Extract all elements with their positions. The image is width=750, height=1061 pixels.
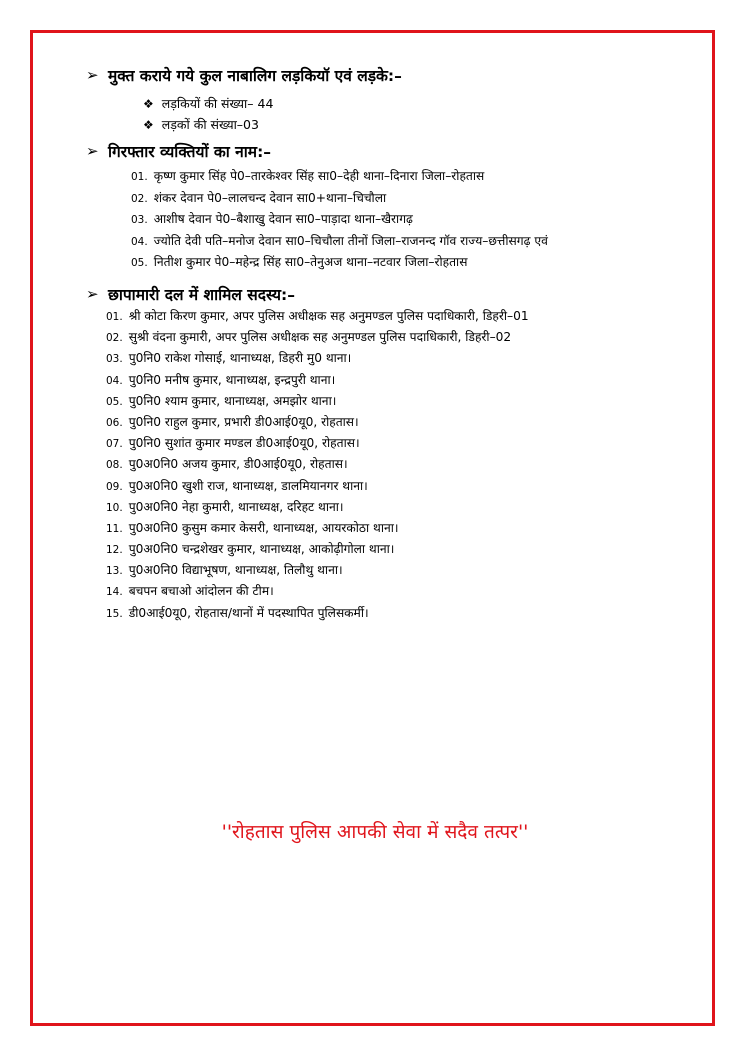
list-item	[106, 560, 529, 581]
item-number: 05.	[106, 395, 123, 408]
diamond-bullet-icon: ❖	[143, 96, 154, 111]
item-text: पु0अ0नि0 चन्द्रशेखर कुमार, थानाध्यक्ष, आकोढ़ीगोला थाना।	[128, 542, 395, 557]
item-text: पु0अ0नि0 नेहा कुमारी, थानाध्यक्ष, दरिहट थाना।	[128, 499, 344, 514]
list-item-text: लड़कों की संख्या–03	[161, 117, 259, 132]
list-item	[106, 539, 529, 560]
item-number: 03.	[106, 353, 123, 366]
section-heading-text: छापामारी दल में शामिल सदस्य:–	[108, 286, 295, 304]
list-item	[131, 166, 548, 188]
item-text: पु0अ0नि0 विद्याभूषण, थानाध्यक्ष, तिलौथु थाना।	[128, 563, 343, 578]
item-text: पु0नि0 राहुल कुमार, प्रभारी डी0आई0यू0, रोहतास।	[128, 414, 359, 429]
item-text: सुश्री वंदना कुमारी, अपर पुलिस अधीक्षक सह अनुमण्डल पुलिस पदाधिकारी, डिहरी–02	[128, 330, 512, 345]
item-number: 01.	[131, 171, 148, 183]
list-item	[131, 231, 548, 253]
item-text: पु0नि0 सुशांत कुमार मण्डल डी0आई0यू0, रोहतास।	[128, 436, 360, 451]
item-number: 04.	[131, 235, 148, 248]
item-number: 02.	[106, 332, 123, 345]
section-heading-rescued	[86, 64, 402, 86]
item-number: 01.	[106, 311, 123, 323]
item-number: 02.	[131, 192, 148, 205]
list-item-text: लड़कियों की संख्या– 44	[161, 96, 274, 111]
item-text: पु0अ0नि0 अजय कुमार, डी0आई0यू0, रोहतास।	[128, 457, 348, 472]
item-number: 06.	[106, 416, 123, 429]
list-item	[106, 306, 529, 327]
list-item	[106, 327, 529, 348]
item-number: 05.	[131, 257, 148, 269]
item-number: 08.	[106, 459, 123, 472]
item-text: बचपन बचाओ आंदोलन की टीम।	[128, 584, 274, 599]
item-number: 07.	[106, 438, 123, 451]
list-item-boys-count	[143, 116, 259, 133]
arrow-bullet-icon: ➢	[86, 66, 99, 84]
item-number: 13.	[106, 565, 123, 578]
section-heading-text: गिरफ्तार व्यक्तियों का नाम:–	[108, 143, 272, 161]
item-number: 09.	[106, 480, 123, 493]
list-item	[106, 476, 529, 497]
arrested-list	[131, 166, 548, 274]
item-text: आशीष देवान पे0–बैशाखु देवान सा0–पाड़ादा थाना–खैरागढ़	[153, 212, 413, 226]
section-heading-arrested	[86, 140, 271, 162]
list-item	[106, 391, 529, 412]
section-heading-raid-team	[86, 283, 295, 305]
list-item	[106, 518, 529, 539]
raid-team-list	[106, 306, 529, 624]
list-item	[106, 603, 529, 624]
item-number: 14.	[106, 586, 123, 599]
list-item	[106, 348, 529, 369]
list-item	[106, 497, 529, 518]
item-text: पु0नि0 श्याम कुमार, थानाध्यक्ष, अमझोर थाना।	[128, 393, 337, 408]
arrow-bullet-icon: ➢	[86, 285, 99, 303]
list-item-girls-count	[143, 95, 273, 112]
list-item	[106, 454, 529, 475]
list-item	[106, 412, 529, 433]
item-number: 15.	[106, 607, 123, 620]
item-number: 12.	[106, 544, 123, 557]
list-item	[106, 433, 529, 454]
item-text: श्री कोटा किरण कुमार, अपर पुलिस अधीक्षक सह अनुमण्डल पुलिस पदाधिकारी, डिहरी–01	[128, 309, 529, 323]
diamond-bullet-icon: ❖	[143, 117, 154, 132]
item-text: नितीश कुमार पे0–महेन्द्र सिंह सा0–तेनुअज थाना–नटवार जिला–रोहतास	[153, 255, 468, 269]
item-number: 03.	[131, 214, 148, 226]
item-number: 04.	[106, 374, 123, 387]
item-text: पु0अ0नि0 कुसुम कमार केसरी, थानाध्यक्ष, आयरकोठा थाना।	[128, 520, 399, 535]
list-item	[106, 370, 529, 391]
police-slogan: ''रोहतास पुलिस आपकी सेवा में सदैव तत्पर''	[221, 821, 529, 843]
list-item	[131, 209, 548, 231]
list-item	[131, 188, 548, 210]
arrow-bullet-icon: ➢	[86, 142, 99, 160]
item-text: डी0आई0यू0, रोहतास/थानों में पदस्थापित पुलिसकर्मी।	[128, 605, 369, 620]
item-text: पु0नि0 मनीष कुमार, थानाध्यक्ष, इन्द्रपुरी थाना।	[128, 372, 336, 387]
item-text: ज्योति देवी पति–मनोज देवान सा0–चिचौला तीनों जिला–राजनन्द गॉव राज्य–छत्तीसगढ़ एवं	[153, 233, 548, 248]
item-number: 11.	[106, 522, 123, 535]
item-text: पु0अ0नि0 खुशी राज, थानाध्यक्ष, डालमियानगर थाना।	[128, 478, 368, 493]
item-text: पु0नि0 राकेश गोसाई, थानाध्यक्ष, डिहरी मु0 थाना।	[128, 351, 352, 366]
list-item	[131, 252, 548, 274]
list-item	[106, 581, 529, 602]
item-number: 10.	[106, 501, 123, 514]
section-heading-text: मुक्त कराये गये कुल नाबालिग लड़कियॉ एवं लड़के:–	[108, 67, 402, 85]
item-text: शंकर देवान पे0–लालचन्द देवान सा0+थाना–चिचौला	[153, 190, 387, 205]
item-text: कृष्ण कुमार सिंह पे0–तारकेश्वर सिंह सा0–देही थाना–दिनारा जिला–रोहतास	[153, 169, 485, 183]
